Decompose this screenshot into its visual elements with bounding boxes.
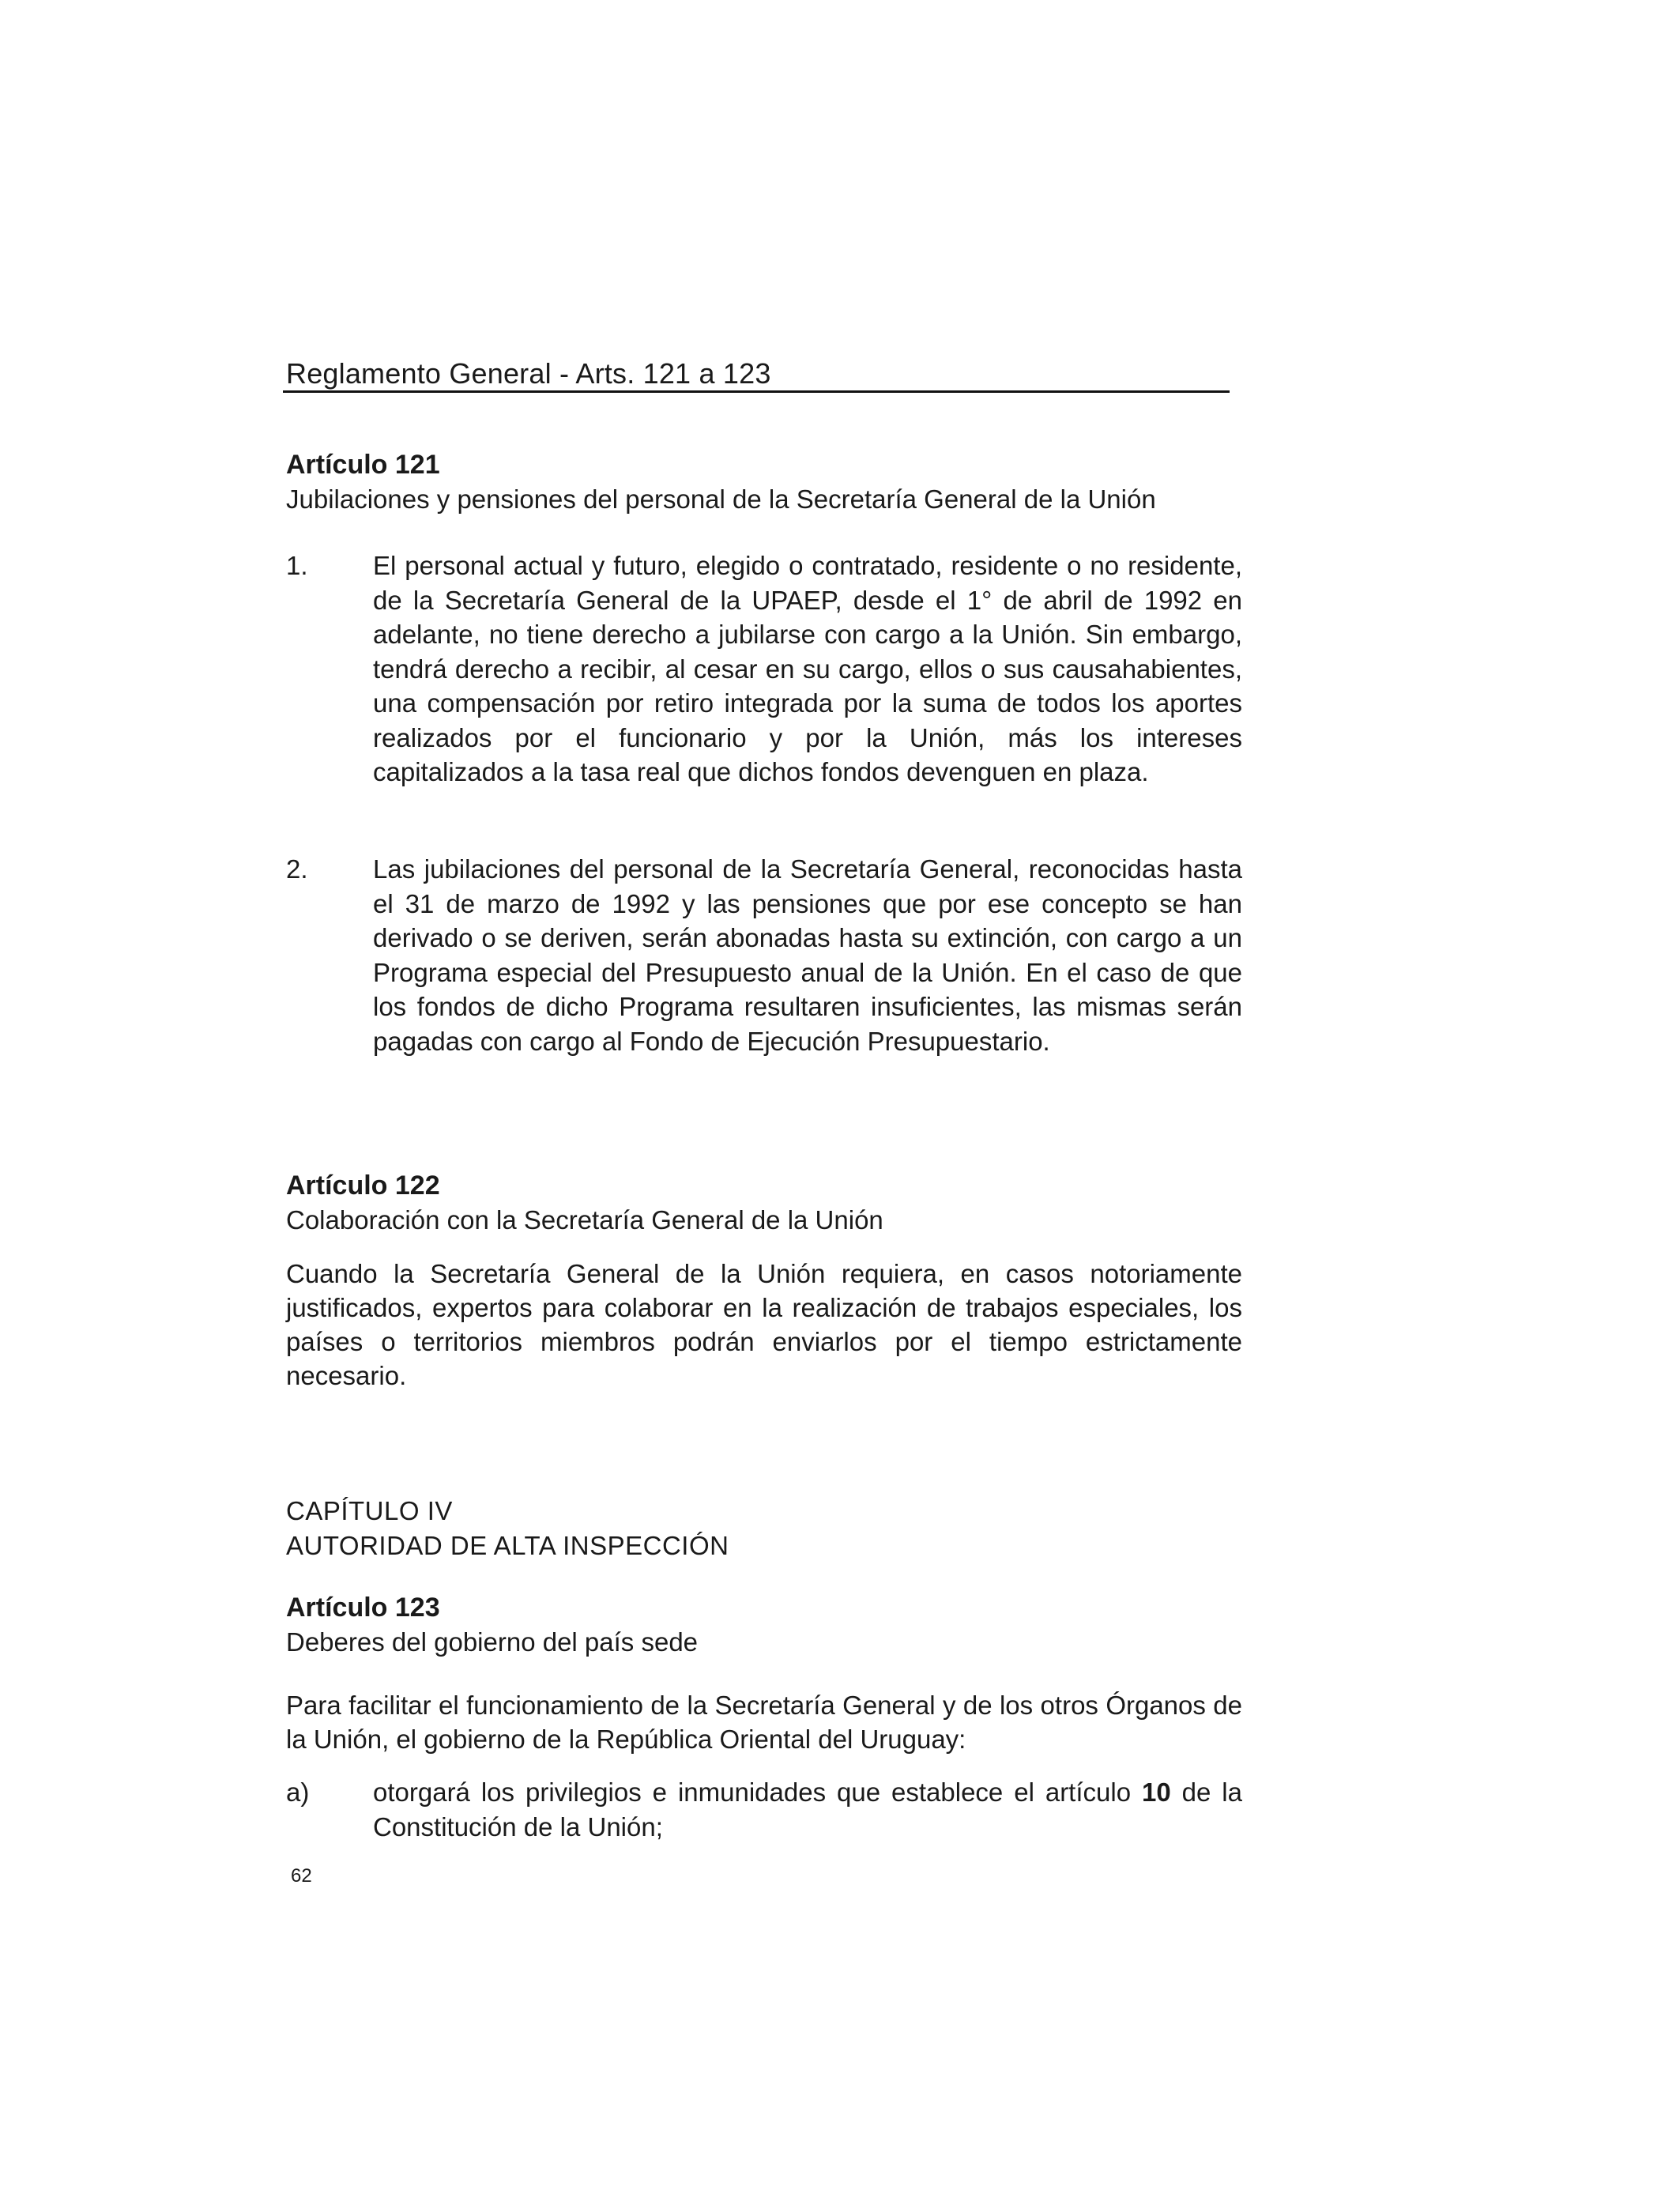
chapter-label: CAPÍTULO IV bbox=[286, 1496, 453, 1525]
list-item bbox=[286, 548, 1242, 790]
article-title: Colaboración con la Secretaría General de la Unión bbox=[286, 1205, 883, 1235]
list-marker: 2. bbox=[286, 854, 308, 884]
header-rule bbox=[283, 390, 1230, 393]
running-header: Reglamento General - Arts. 121 a 123 bbox=[286, 357, 771, 390]
list-item-text bbox=[373, 1775, 1242, 1844]
article-reference: 10 bbox=[1142, 1777, 1171, 1807]
page-number: 62 bbox=[291, 1865, 312, 1887]
list-item bbox=[286, 852, 1242, 1058]
list-marker: a) bbox=[286, 1777, 310, 1807]
chapter-title: AUTORIDAD DE ALTA INSPECCIÓN bbox=[286, 1531, 729, 1560]
article-title: Jubilaciones y pensiones del personal de la Secretaría General de la Unión bbox=[286, 484, 1156, 514]
article-number: Artículo 121 bbox=[286, 450, 440, 480]
list-item-text: El personal actual y futuro, elegido o contratado, residente o no residente, de la Secretaría General de la UPAEP, desde el 1° de abril de 1992 en adelante, no tiene derecho a jubilarse con cargo a la Unión. Sin embargo, tendrá derecho a recibir, al cesar en su cargo, ellos o sus causahabientes, una compensación por retiro integrada por la suma de todos los aportes realizados por el funcionario y por la Unión, más los intereses capitalizados a la tasa real que dichos fondos devenguen en plaza. bbox=[373, 551, 1242, 786]
article-title: Deberes del gobierno del país sede bbox=[286, 1627, 699, 1657]
article-122-heading bbox=[286, 1168, 1242, 1238]
list-marker: 1. bbox=[286, 551, 308, 580]
article-number: Artículo 122 bbox=[286, 1171, 440, 1201]
article-123-heading bbox=[286, 1590, 1242, 1660]
text-run: de la Constitución de la Unión; bbox=[373, 1777, 1242, 1842]
article-121-heading bbox=[286, 447, 1242, 517]
list-item-text: Las jubilaciones del personal de la Secretaría General, reconocidas hasta el 31 de marzo de 1992 y las pensiones que por ese concepto se han derivado o se deriven, serán abonadas hasta su extinción, con cargo a un Programa especial del Presupuesto anual de la Unión. En el caso de que los fondos de dicho Programa resultaren insuficientes, las mismas serán pagadas con cargo al Fondo de Ejecución Presupuestario. bbox=[373, 854, 1242, 1056]
article-122-body: Cuando la Secretaría General de la Unión requiera, en casos notoriamente justificados, expertos para colaborar en la realización de trabajos especiales, los países o territorios miembros podrán enviarlos por el tiempo estrictamente necesario. bbox=[286, 1259, 1242, 1390]
article-123-intro: Para facilitar el funcionamiento de la Secretaría General y de los otros Órganos de la Unión, el gobierno de la República Oriental del Uruguay: bbox=[286, 1691, 1242, 1754]
list-item bbox=[286, 1775, 1242, 1844]
article-number: Artículo 123 bbox=[286, 1593, 440, 1623]
chapter-heading bbox=[286, 1494, 1242, 1563]
text-run: otorgará los privilegios e inmunidades que establece el artículo bbox=[373, 1777, 1142, 1807]
